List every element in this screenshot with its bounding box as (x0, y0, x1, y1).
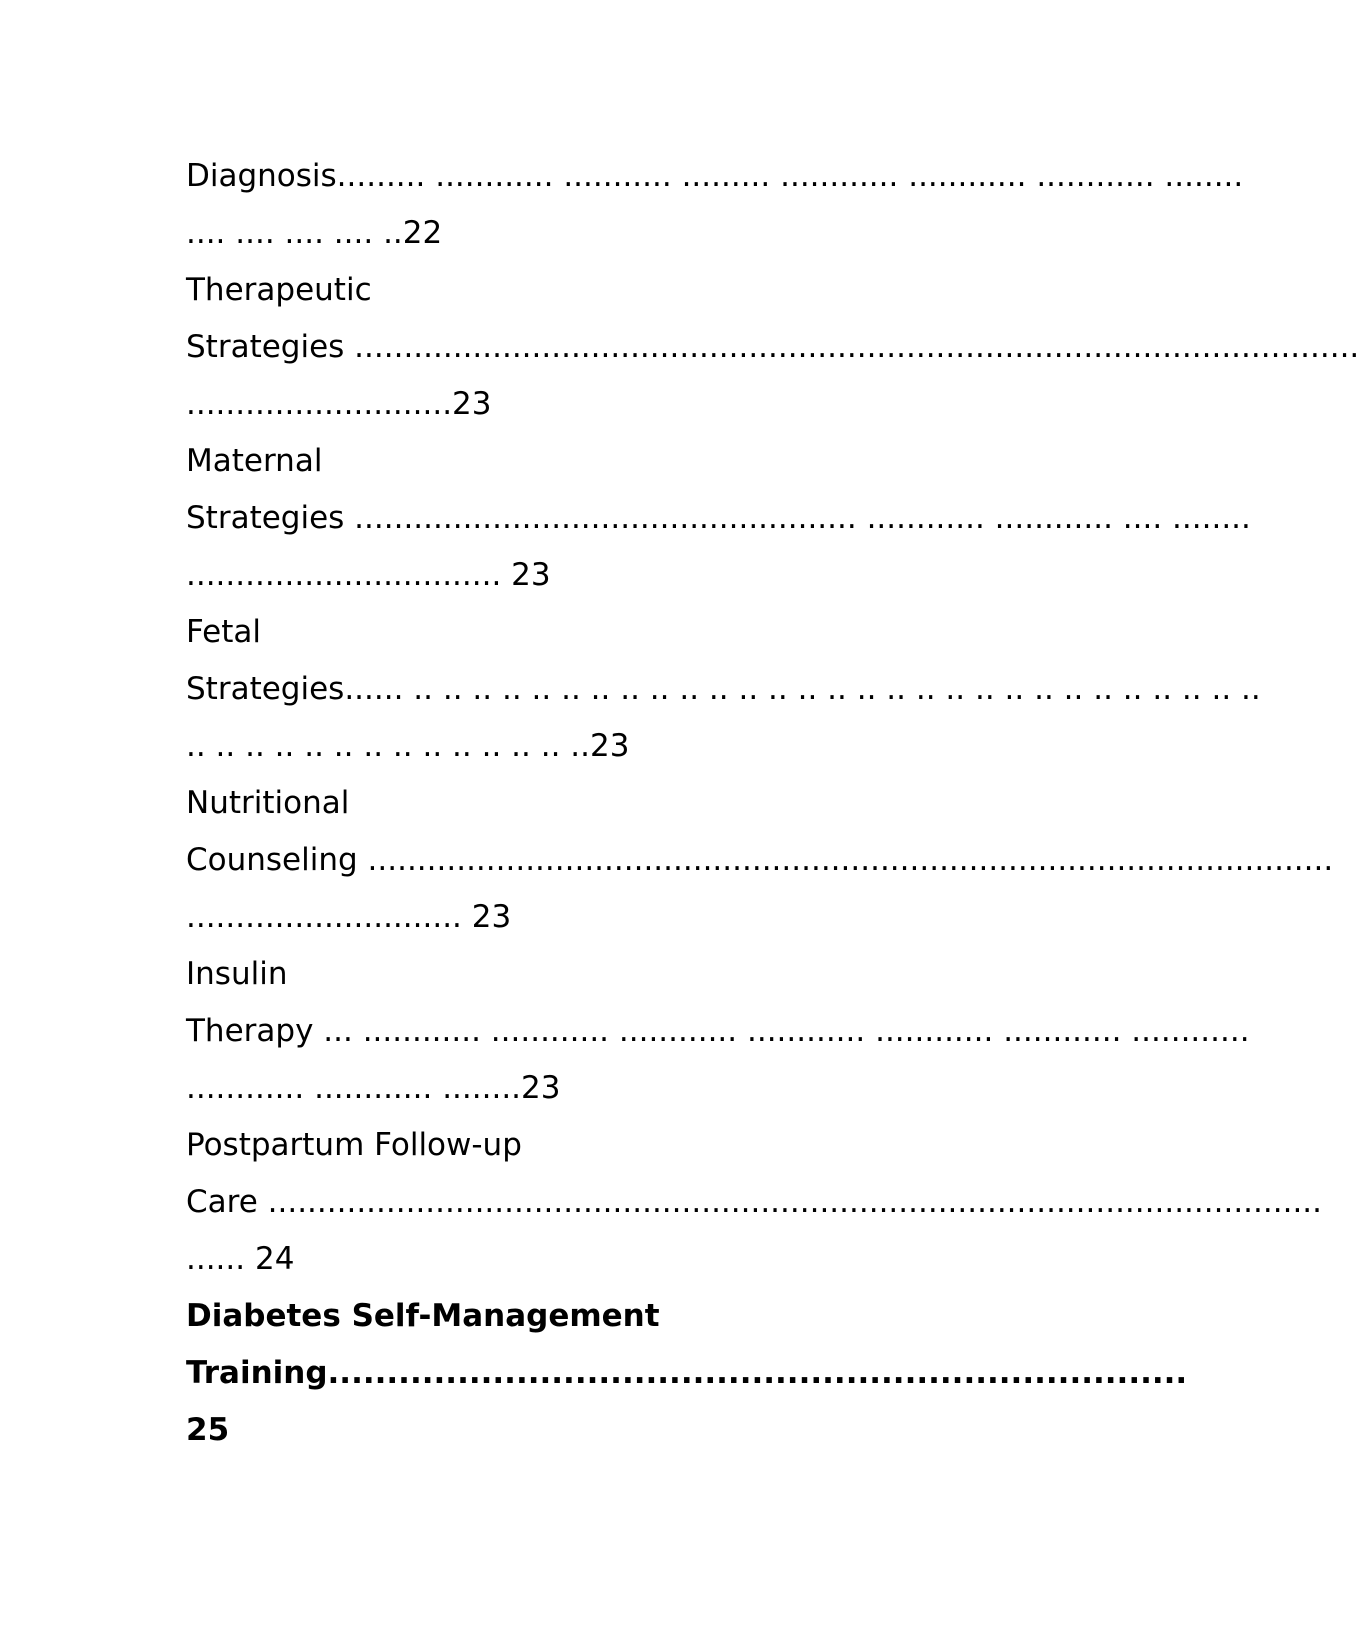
toc-page-number-line: 25 (186, 1412, 230, 1448)
toc-entry-maternal-strategies[interactable] (186, 433, 1251, 604)
toc-line: Training......................................................................... (186, 1355, 1188, 1391)
toc-line: Strategies ................................................... ............ ............ .... ........ (186, 500, 1251, 536)
toc-page-number-line: ................................ 23 (186, 557, 551, 593)
toc-page-number-line: ............................ 23 (186, 899, 512, 935)
toc-line: Diagnosis......... ............ ........... ......... ............ ............ ............ ........ (186, 158, 1244, 194)
toc-entry-insulin-therapy[interactable] (186, 946, 1250, 1117)
toc-entry-therapeutic-strategies[interactable] (186, 262, 1359, 433)
toc-page-number-line: .. .. .. .. .. .. .. .. .. .. .. .. .. ..23 (186, 728, 630, 764)
toc-entry-nutritional-counseling[interactable] (186, 775, 1334, 946)
toc-page-number-line: ...... 24 (186, 1241, 295, 1277)
toc-page-number-line: .... .... .... .... ..22 (186, 215, 443, 251)
toc-title-line: Nutritional (186, 785, 350, 821)
toc-title-line: Postpartum Follow-up (186, 1127, 522, 1163)
toc-title-line: Therapeutic (186, 272, 372, 308)
table-of-contents (186, 148, 1359, 1459)
toc-line: Strategies...... .. .. .. .. .. .. .. .. .. .. .. .. .. .. .. .. .. .. .. .. .. .. .. .. .. .. .. .. .. (186, 671, 1261, 707)
toc-entry-diagnosis[interactable] (186, 148, 1244, 262)
toc-entry-fetal-strategies[interactable] (186, 604, 1261, 775)
toc-line: Care ........................................................................................................... (186, 1184, 1323, 1220)
toc-line: Strategies ...................................................................................................... (186, 329, 1359, 365)
toc-line: Counseling .................................................................................................. (186, 842, 1334, 878)
toc-title-line: Maternal (186, 443, 323, 479)
toc-line: Therapy ... ............ ............ ............ ............ ............ ............ ............ (186, 1013, 1250, 1049)
toc-entry-diabetes-self-management-training[interactable] (186, 1288, 1188, 1459)
toc-page-number-line: ............ ............ ........23 (186, 1070, 561, 1106)
toc-section-title-line: Diabetes Self-Management (186, 1298, 660, 1334)
toc-page-number-line: ...........................23 (186, 386, 492, 422)
toc-entry-postpartum-follow-up-care[interactable] (186, 1117, 1323, 1288)
toc-title-line: Insulin (186, 956, 288, 992)
toc-title-line: Fetal (186, 614, 261, 650)
